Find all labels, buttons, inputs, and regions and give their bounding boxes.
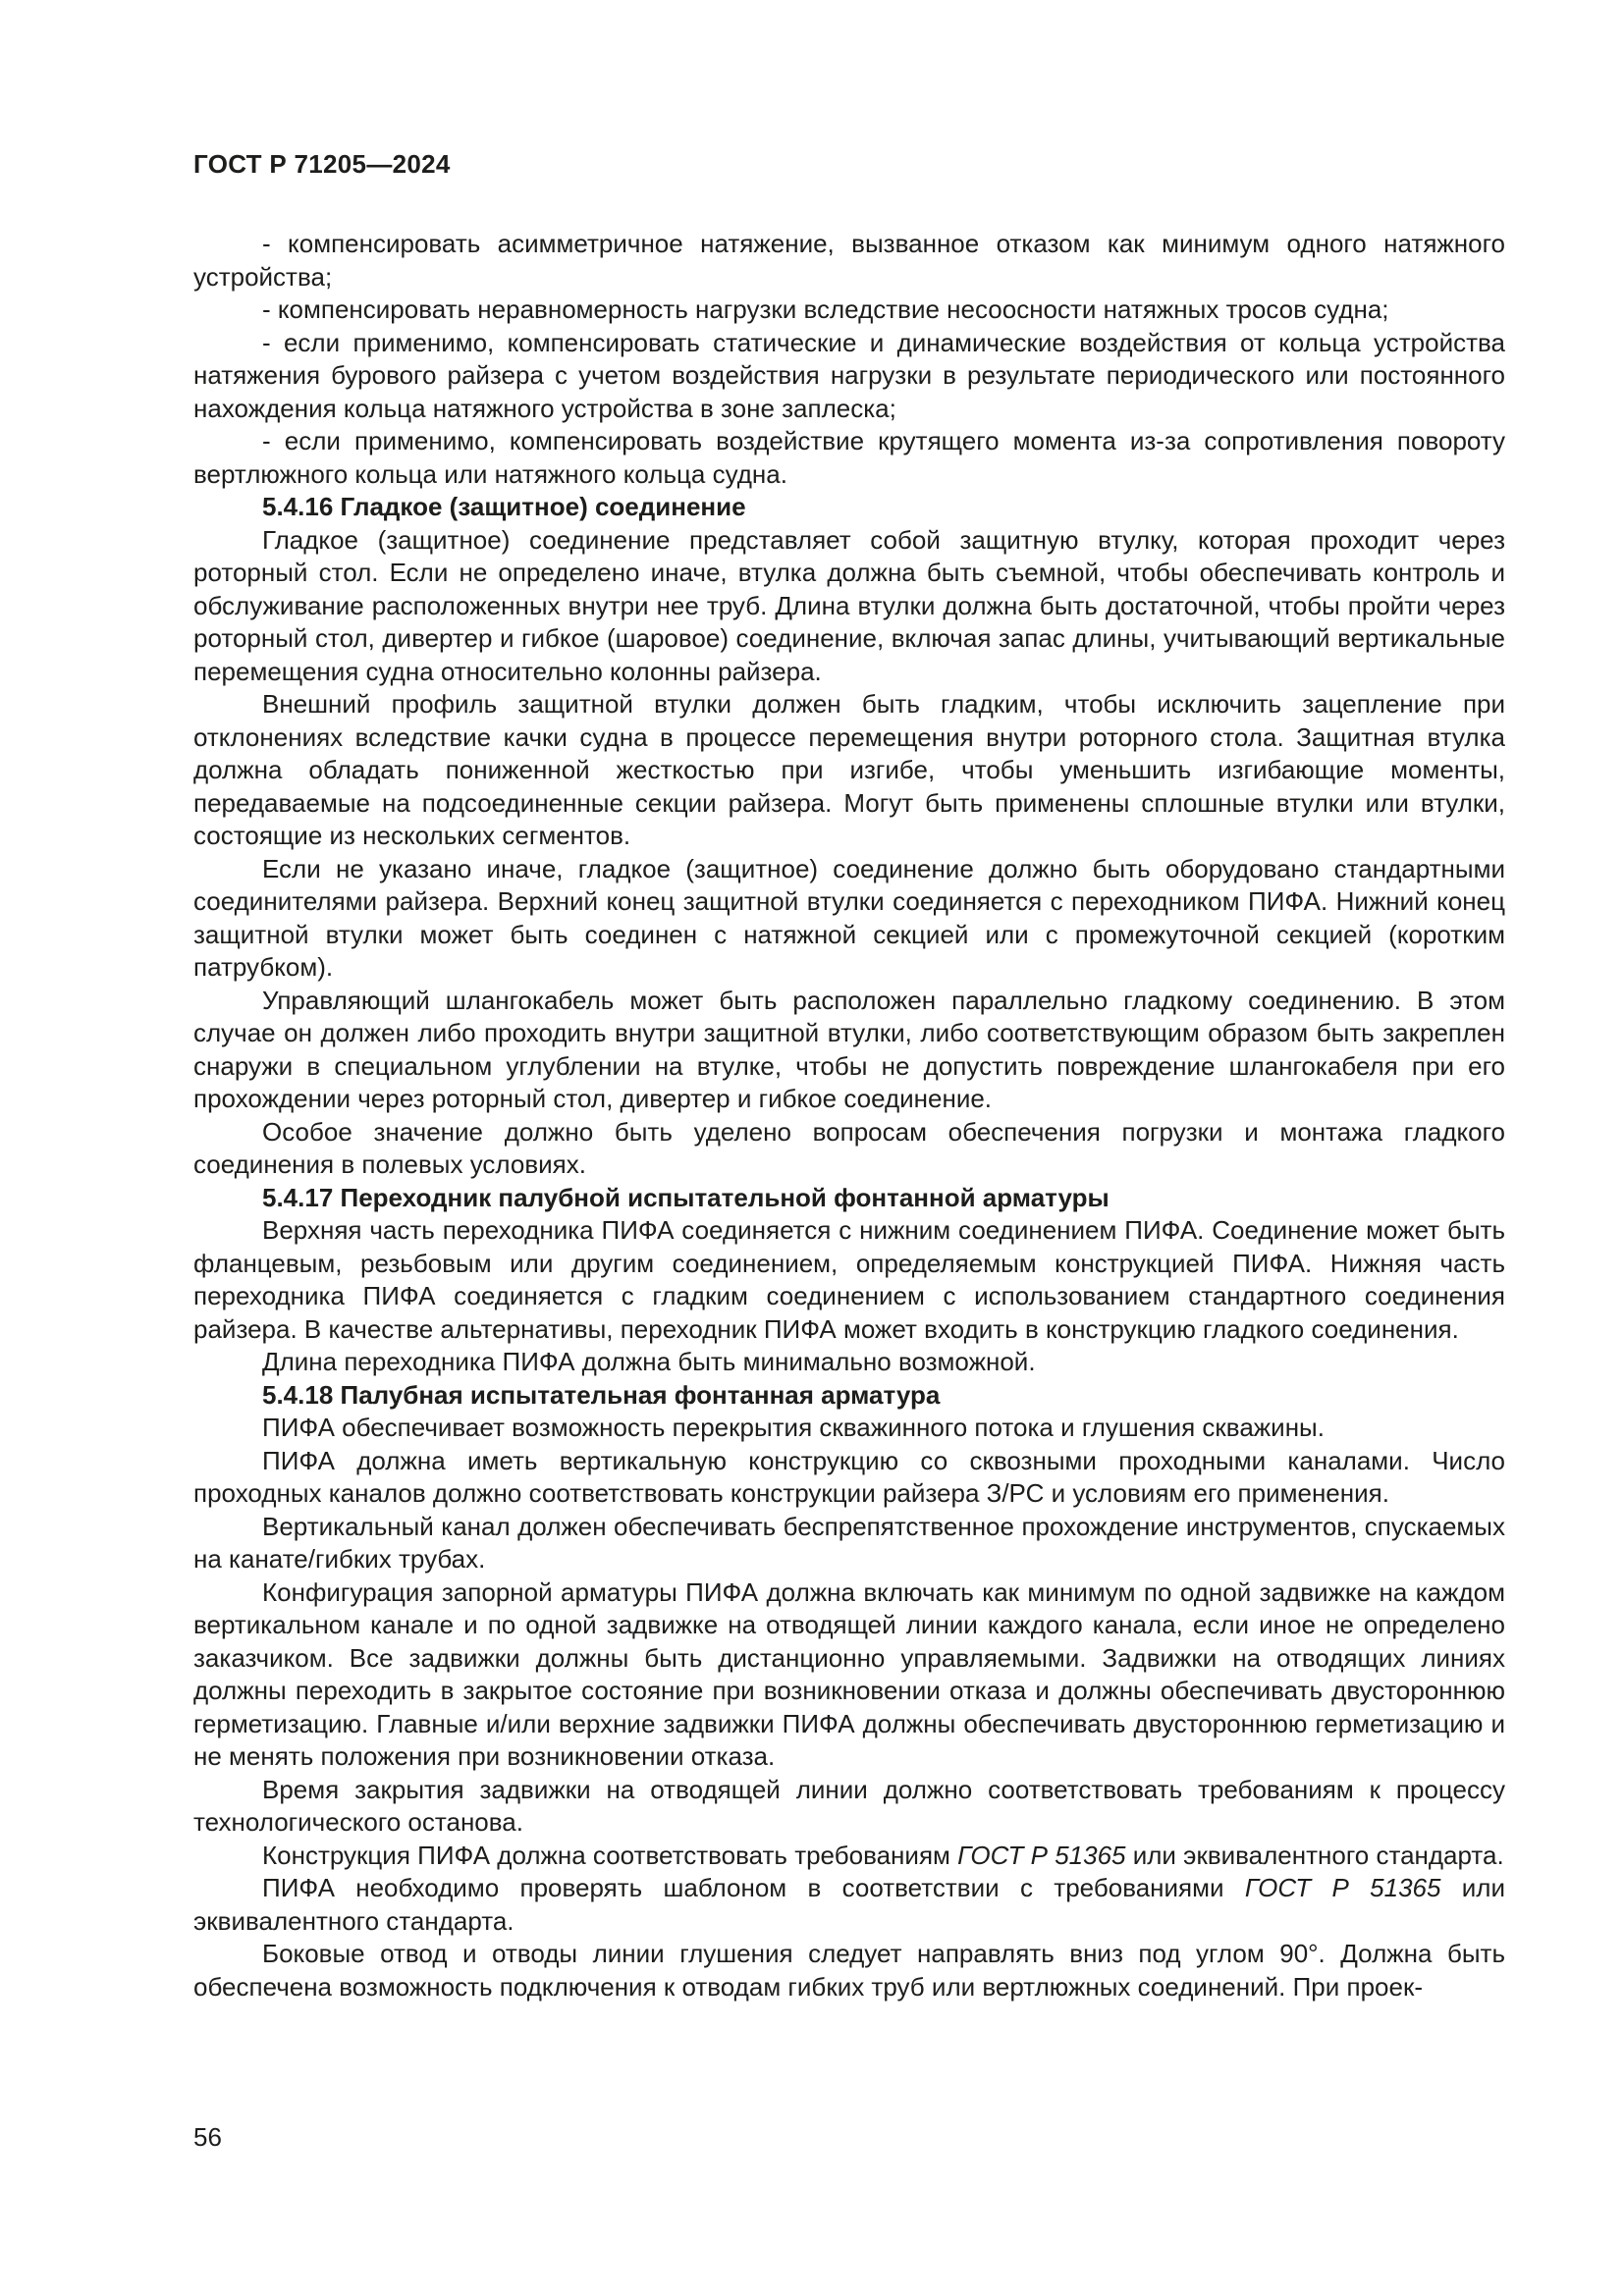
list-item: - если применимо, компенсировать статические и динамические воздействия от кольца устройства натяжения бурового райзера с учетом воздействия нагрузки в результате периодического или постоянного нахождения кольца натяжного устройства в зоне заплеска; — [193, 327, 1505, 423]
text-run: ПИФА необходимо проверять шаблоном в соответствии с требованиями — [262, 1873, 1245, 1902]
paragraph: Боковые отвод и отводы линии глушения следует направлять вниз под углом 90°. Должна быть обеспечена возможность подключения к отводам гибких труб или вертлюжных соединений. При проек- — [193, 1939, 1505, 2002]
paragraph: ПИФА обеспечивает возможность перекрытия скважинного потока и глушения скважины. — [262, 1413, 1325, 1442]
text-run: или эквивалентного стандарта. — [193, 1873, 1505, 1936]
paragraph-with-reference — [193, 1840, 1505, 1873]
page-number: 56 — [193, 2122, 222, 2152]
standard-reference: ГОСТ Р 51365 — [1244, 1873, 1441, 1902]
section-heading-5-4-16: 5.4.16 Гладкое (защитное) соединение — [262, 492, 746, 521]
paragraph: Длина переходника ПИФА должна быть минимально возможной. — [262, 1347, 1036, 1376]
paragraph: Верхняя часть переходника ПИФА соединяется с нижним соединением ПИФА. Соединение может быть фланцевым, резьбовым или другим соединением, определяемым конструкцией ПИФА. Нижняя часть переходника ПИФА соединяется с гладким соединением с использованием стандартного соединения райзера. В качестве альтернативы, переходник ПИФА может входить в конструкцию гладкого соединения. — [193, 1215, 1505, 1344]
paragraph: Вертикальный канал должен обеспечивать беспрепятственное прохождение инструментов, спускаемых на канате/гибких трубах. — [193, 1511, 1505, 1574]
document-code-header: ГОСТ Р 71205—2024 — [193, 149, 451, 179]
paragraph: ПИФА должна иметь вертикальную конструкцию со сквозными проходными каналами. Число проходных каналов должно соответствовать конструкции райзера З/РС и условиям его применения. — [193, 1445, 1505, 1508]
paragraph: Конфигурация запорной арматуры ПИФА должна включать как минимум по одной задвижке на каждом вертикальном канале и по одной задвижке на отводящей линии каждого канала, если иное не определено заказчиком. Все задвижки должны быть дистанционно управляемыми. Задвижки на отводящих линиях должны переходить в закрытое состояние при возникновении отказа и должны обеспечивать двустороннюю герметизацию. Главные и/или верхние задвижки ПИФА должны обеспечивать двустороннюю герметизацию и не менять положения при возникновении отказа. — [193, 1576, 1505, 1771]
paragraph-with-reference — [193, 1872, 1505, 1938]
section-heading-5-4-18: 5.4.18 Палубная испытательная фонтанная арматура — [262, 1379, 941, 1410]
section-heading-5-4-17: 5.4.17 Переходник палубной испытательной фонтанной арматуры — [262, 1182, 1110, 1212]
document-body — [193, 228, 1505, 2003]
paragraph: Управляющий шлангокабель может быть расположен параллельно гладкому соединению. В этом случае он должен либо проходить внутри защитной втулки, либо соответствующим образом быть закреплен снаружи в специальном углублении на втулке, чтобы не допустить повреждение шлангокабеля при его прохождении через роторный стол, дивертер и гибкое соединение. — [193, 985, 1505, 1113]
paragraph: Время закрытия задвижки на отводящей линии должно соответствовать требованиям к процессу технологического останова. — [193, 1774, 1505, 1837]
paragraph: Внешний профиль защитной втулки должен быть гладким, чтобы исключить зацепление при отклонениях вследствие качки судна в процессе перемещения внутри роторного стола. Защитная втулка должна обладать пониженной жесткостью при изгибе, чтобы уменьшить изгибающие моменты, передаваемые на подсоединенные секции райзера. Могут быть применены сплошные втулки или втулки, состоящие из нескольких сегментов. — [193, 689, 1505, 850]
list-item: - компенсировать неравномерность нагрузки вследствие несоосности натяжных тросов судна; — [262, 294, 1389, 324]
paragraph: Если не указано иначе, гладкое (защитное) соединение должно быть оборудовано стандартными соединителями райзера. Верхний конец защитной втулки соединяется с переходником ПИФА. Нижний конец защитной втулки может быть соединен с натяжной секцией или с промежуточной секцией (коротким патрубком). — [193, 853, 1505, 982]
paragraph: Особое значение должно быть уделено вопросам обеспечения погрузки и монтажа гладкого соединения в полевых условиях. — [193, 1116, 1505, 1179]
list-item: - если применимо, компенсировать воздействие крутящего момента из-за сопротивления повороту вертлюжного кольца или натяжного кольца судна. — [193, 426, 1505, 489]
paragraph: Гладкое (защитное) соединение представляет собой защитную втулку, которая проходит через роторный стол. Если не определено иначе, втулка должна быть съемной, чтобы обеспечивать контроль и обслуживание расположенных внутри нее труб. Длина втулки должна быть достаточной, чтобы пройти через роторный стол, дивертер и гибкое (шаровое) соединение, включая запас длины, учитывающий вертикальные перемещения судна относительно колонны райзера. — [193, 524, 1505, 686]
text-run: Конструкция ПИФА должна соответствовать требованиям — [262, 1840, 958, 1870]
text-run: или эквивалентного стандарта. — [1125, 1840, 1504, 1870]
list-item: - компенсировать асимметричное натяжение, вызванное отказом как минимум одного натяжного устройства; — [193, 229, 1505, 292]
standard-reference: ГОСТ Р 51365 — [957, 1840, 1126, 1870]
